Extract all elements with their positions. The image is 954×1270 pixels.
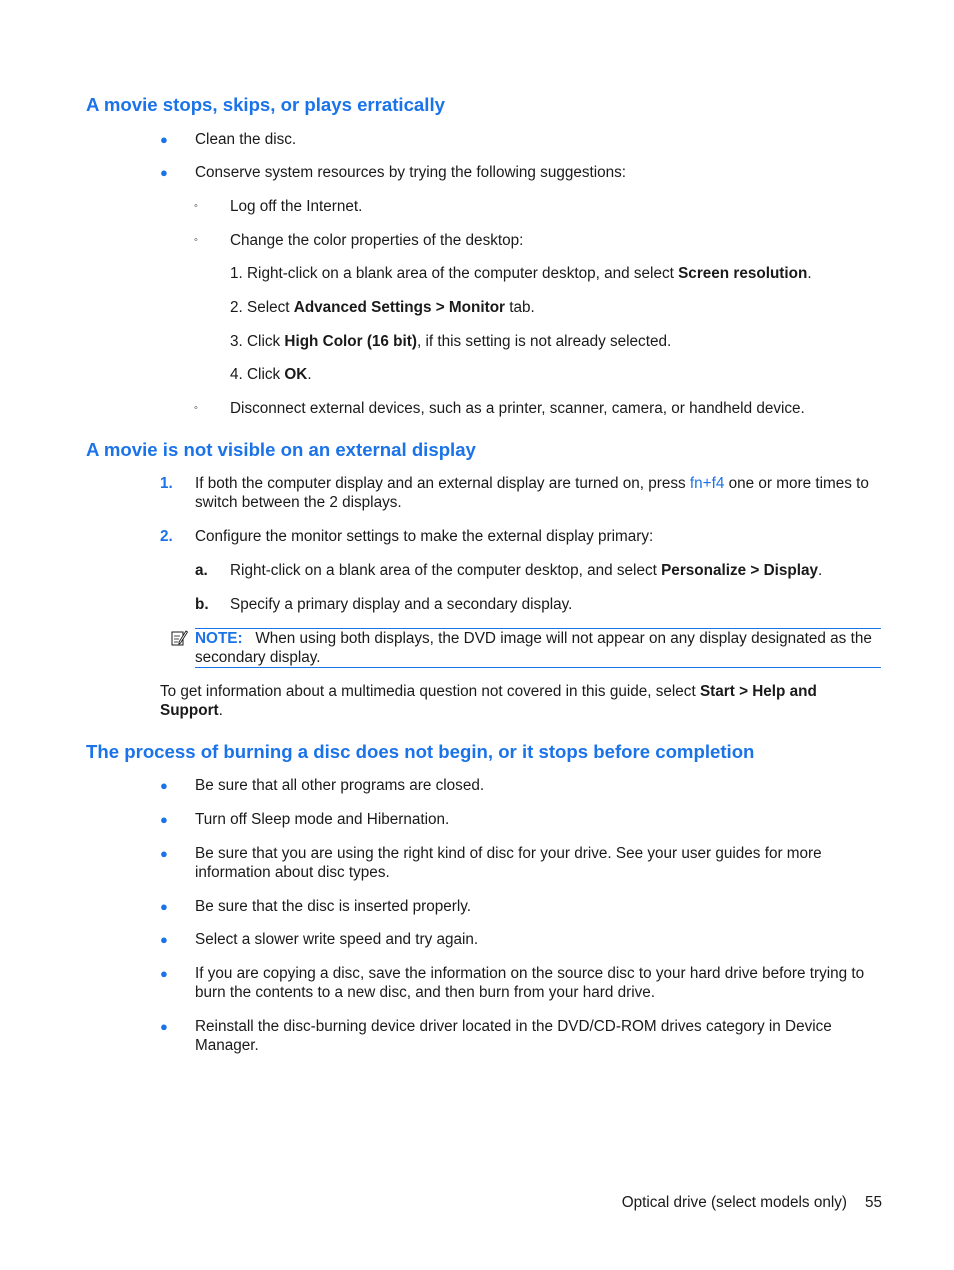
item-text: Right-click on a blank area of the computer desktop, and select	[230, 562, 662, 579]
sub-bullet-icon: ◦	[194, 402, 198, 414]
list-item: If you are copying a disc, save the information on the source disc to your hard drive before trying to burn the contents to a new disc, and then burn from your hard drive.	[195, 965, 865, 1001]
list-number: 2.	[160, 528, 173, 545]
list-item: Be sure that the disc is inserted properly.	[195, 898, 472, 915]
heading-movie-stops: A movie stops, skips, or plays erratically	[86, 94, 445, 115]
info-paragraph	[160, 682, 882, 720]
list-item: Select a slower write speed and try again.	[195, 931, 479, 948]
bullet-icon: ●	[160, 899, 168, 914]
step-text: , if this setting is not already selected.	[416, 333, 672, 350]
lettered-item	[230, 561, 885, 580]
note-text: When using both displays, the DVD image will not appear on any display designated as the secondary display.	[195, 630, 872, 666]
list-item: Be sure that all other programs are closed.	[195, 777, 485, 794]
item-text: one or more times to switch between the 2 displays.	[195, 475, 869, 511]
ui-term: Advanced Settings > Monitor	[293, 299, 505, 316]
list-letter: a.	[195, 562, 208, 579]
footer-section-title: Optical drive (select models only)	[621, 1194, 847, 1211]
step-text: 1. Right-click on a blank area of the computer desktop, and select	[230, 265, 679, 282]
list-letter: b.	[195, 596, 209, 613]
bullet-icon: ●	[160, 778, 168, 793]
bullet-icon: ●	[160, 846, 168, 861]
step-text: 2. Select	[230, 299, 294, 316]
bullet-icon: ●	[160, 812, 168, 827]
step-text: 3. Click	[230, 333, 285, 350]
item-text: .	[817, 562, 823, 579]
list-item: Conserve system resources by trying the following suggestions:	[195, 164, 627, 181]
bullet-icon: ●	[160, 165, 168, 180]
lettered-item: Specify a primary display and a secondary display.	[230, 596, 573, 613]
sub-list-item: Log off the Internet.	[230, 198, 363, 215]
info-text: .	[218, 702, 223, 719]
ui-term: OK	[284, 366, 308, 383]
step-item	[230, 298, 885, 317]
step-text: .	[307, 366, 312, 383]
sub-list-item: Disconnect external devices, such as a printer, scanner, camera, or handheld device.	[230, 400, 805, 417]
page-footer	[622, 1193, 882, 1212]
note-label: NOTE:	[195, 630, 243, 647]
step-item	[230, 264, 885, 283]
key-combo: fn+f4	[689, 475, 725, 492]
ui-term: Support	[160, 702, 219, 719]
step-text: tab.	[505, 299, 535, 316]
list-item: Reinstall the disc-burning device driver located in the DVD/CD-ROM drives category in Device Manager.	[195, 1018, 832, 1054]
step-item	[230, 332, 885, 351]
numbered-item	[195, 474, 885, 512]
bullet-icon: ●	[160, 932, 168, 947]
step-item	[230, 365, 885, 384]
note-pencil-icon	[170, 629, 188, 647]
page-number: 55	[864, 1194, 882, 1211]
note-content	[195, 629, 883, 667]
step-text: 4. Click	[230, 366, 285, 383]
sub-list-item: Change the color properties of the desktop:	[230, 232, 524, 249]
bullet-icon: ●	[160, 966, 168, 981]
sub-bullet-icon: ◦	[194, 234, 198, 246]
heading-burning-disc: The process of burning a disc does not begin, or it stops before completion	[86, 741, 755, 762]
ui-term: High Color (16 bit)	[284, 333, 417, 350]
bullet-icon: ●	[160, 1019, 168, 1034]
list-item: Be sure that you are using the right kind of disc for your drive. See your user guides for more information about disc types.	[195, 845, 822, 881]
list-number: 1.	[160, 475, 173, 492]
list-item: Turn off Sleep mode and Hibernation.	[195, 811, 450, 828]
heading-movie-not-visible: A movie is not visible on an external display	[86, 439, 476, 460]
numbered-item: Configure the monitor settings to make the external display primary:	[195, 528, 654, 545]
bullet-icon: ●	[160, 132, 168, 147]
step-text: .	[807, 265, 812, 282]
item-text: If both the computer display and an external display are turned on, press	[195, 475, 690, 492]
ui-term: Screen resolution	[678, 265, 808, 282]
ui-term: Personalize > Display	[661, 562, 818, 579]
ui-term: Start > Help and	[699, 683, 817, 700]
list-item: Clean the disc.	[195, 131, 297, 148]
sub-bullet-icon: ◦	[194, 200, 198, 212]
info-text: To get information about a multimedia question not covered in this guide, select	[160, 683, 700, 700]
